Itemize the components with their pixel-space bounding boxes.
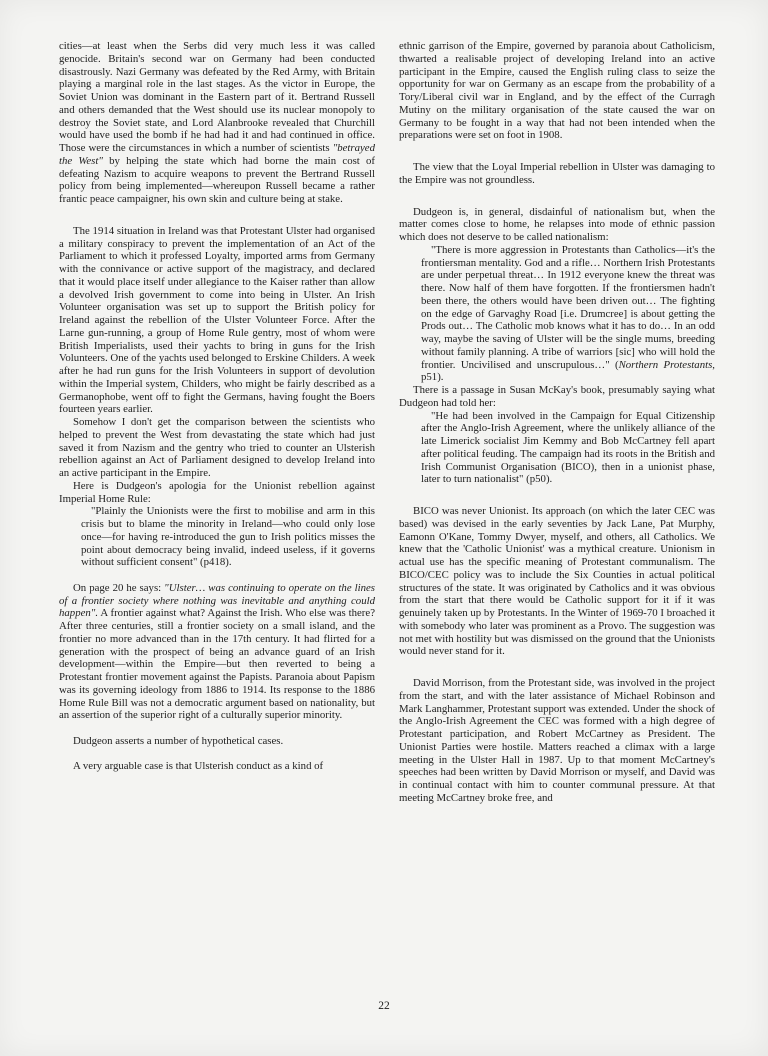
paragraph: David Morrison, from the Protestant side, was involved in the project from the start, and with the later assistance of Michael Robinson and Mark Langhammer, Protestant support was extended. Under the shock of the Anglo-Irish Agreement the CEC was formed with a high degree of Protestant participation, and Robert McCartney as President. The Unionist Parties were hostile. Matters reached a climax with a large meeting in the Ulster Hall in 1987. Up to that moment McCartney's speeches had been written by David Morrison or myself, and David was in continual contact with him to counter communal pressure. At that meeting McCartney broke free, and [399,677,715,804]
paragraph: BICO was never Unionist. Its approach (on which the later CEC was based) was devised in the early seventies by Jack Lane, Pat Murphy, Eamonn O'Kane, Tommy Dwyer, myself, and others, all Catholics. We knew that the 'Catholic Unionist' was a mythical creature. Unionism in actual use has the specific meaning of Protestant communalism. The BICO/CEC policy was to include the Six Counties in actual political structures of the state. It was originated by Catholics and it was obvious from the start that there would be Catholic support for it if it was genuinely taken up by Protestants. In the Winter of 1969-70 I broached it with somebody who later was prominent as a Provo. The suggestion was not met with hostility but was dismissed on the ground that the Unionists would never stand for it. [399,505,715,658]
paragraph: The view that the Loyal Imperial rebellion in Ulster was damaging to the Empire was not groundless. [399,161,715,186]
paragraph: The 1914 situation in Ireland was that Protestant Ulster had organised a military conspiracy to prevent the implementation of an Act of the Parliament to which it professed Loyalty, imported arms from Germany with the connivance or active support of the magistracy, and declared that it would place itself under allegiance to the Kaiser rather than allow a devolved Irish government to come into being in Ulster. An Irish Volunteer organisation was set up to support the British policy for Ireland against the rebellion of the Ulster Volunteer Force. After the Larne gun-running, a group of Home Rule gentry, most of whom were British Imperialists, used their yachts to bring in guns for the Irish Volunteers. One of the yachts used belonged to Erskine Childers. A week after he had run guns for the Irish Volunteers in support of devolution within the Imperial system, Childers, who might be fairly described as a Germanophobe, went off to fight the Germans, having fought the Boers fourteen years earlier. [59,224,375,416]
quoted-phrase: "betrayed the West" [59,142,375,167]
quoted-phrase: "Ulster… was continuing to operate on the lines of a frontier society where nothing was inevitable and anything could happen". [59,581,376,620]
paragraph: There is a passage in Susan McKay's book, presumably saying what Dudgeon had told her: [399,384,715,409]
block-quote: "There is more aggression in Protestants than Catholics—it's the frontiersman mentality. God and a rifle… Northern Irish Protestants are under perpetual threat… In 1912 everyone knew the threat was there. Now half of them have forgotten. If the frontiersmen hadn't been there, the others would have been driven out… The fighting on the edge of Garvaghy Road [i.e. Drumcree] is about getting the Prods out… The Catholic mob knows what it has to do… In an odd way, maybe the saving of Ulster will be the single mums, breeding without family planning. A tribe of warriors [sic] who will hold the frontier. Uncivilised and unscrupulous…" (Northern Protestants, p51). [421,243,715,384]
paragraph: On page 20 he says: "Ulster… was continuing to operate on the lines of a frontier society where nothing was inevitable and anything could happen". A frontier against what? Against the Irish. Who else was there? After three centuries, still a frontier society on a small island, and the frontier no more advanced than in the 17th century. It had flirted for a generation with the prospect of being an advance guard of an Irish development—within the Empire—but then reverted to being a Protestant frontier movement against the Papists. Paranoia about Papism was its governing ideology from 1886 to 1914. Its response to the 1886 Home Rule Bill was not a democratic argument based on nationality, but an assertion of the superior right of a culturally superior minority. [59,581,376,722]
block-quote: "Plainly the Unionists were the first to mobilise and arm in this crisis but to blame the minority in Ireland—who could only lose once—for having re-introduced the gun to Irish politics misses the point about democracy being invalid, indeed useless, if it governs without sufficient consent" (p418). [81,505,375,569]
page-number: 22 [378,1000,390,1012]
paragraph: Somehow I don't get the comparison between the scientists who helped to prevent the West from devastating the state which had just saved it from Nazism and the gentry who tried to counter an Ulsterish rebellion against an Act of Parliament designed to develop Ireland into an active participant in the Empire. [59,416,375,479]
book-title: Northern Protestants [618,358,713,371]
paragraph: cities—at least when the Serbs did very much less it was called genocide. Britain's second war on Germany had been conducted disastrously. Nazi Germany was defeated by the Red Army, with Britain playing a marginal role in the last stages. As the victor in Europe, the Soviet Union was dominant in the Eastern part of it. Bertrand Russell and others demanded that the West should use its nuclear monopoly to destroy the Soviet state, and Lord Alanbrooke revealed that Churchill would have used the bomb if he had had it and had continued in office. Those were the circumstances in which a number of scientists "betrayed the West" by helping the state which had borne the main cost of defeating Nazism to acquire weapons to prevent the Bertrand Russell policy from being implemented—whereupon Russell became a rather frantic peace campaigner, his own skin and culture being at stake. [59,40,375,205]
paragraph: ethnic garrison of the Empire, governed by paranoia about Catholicism, thwarted a realisable project of developing Ireland into an active participant in the Empire, caused the English ruling class to seize the opportunity for war on Germany as an escape from the probability of a Tory/Liberal civil war in England, and by the effect of the Curragh Mutiny on the military organisation of the state caused the war on Germany to be fought in a way that had not been intended when the preparations were set on foot in 1908. [399,40,715,142]
paragraph: Dudgeon asserts a number of hypothetical cases. [73,734,284,747]
right-column [399,40,715,805]
paragraph: A very arguable case is that Ulsterish conduct as a kind of [73,760,324,773]
block-quote: "He had been involved in the Campaign for Equal Citizenship after the Anglo-Irish Agreement, where the unlikely alliance of the late Limerick socialist Jim Kemmy and Bob McCartney fell apart after political feuding. The campaign had its roots in the British and Irish Communist Organisation (BICO), then in a unionist phase, later to turn nationalist" (p50). [421,409,715,486]
paragraph: Here is Dudgeon's apologia for the Unionist rebellion against Imperial Home Rule: [59,479,375,505]
left-column [59,40,375,773]
paragraph: Dudgeon is, in general, disdainful of nationalism but, when the matter comes close to home, he relapses into mode of ethnic passion which does not deserve to be called nationalism: [399,205,715,243]
